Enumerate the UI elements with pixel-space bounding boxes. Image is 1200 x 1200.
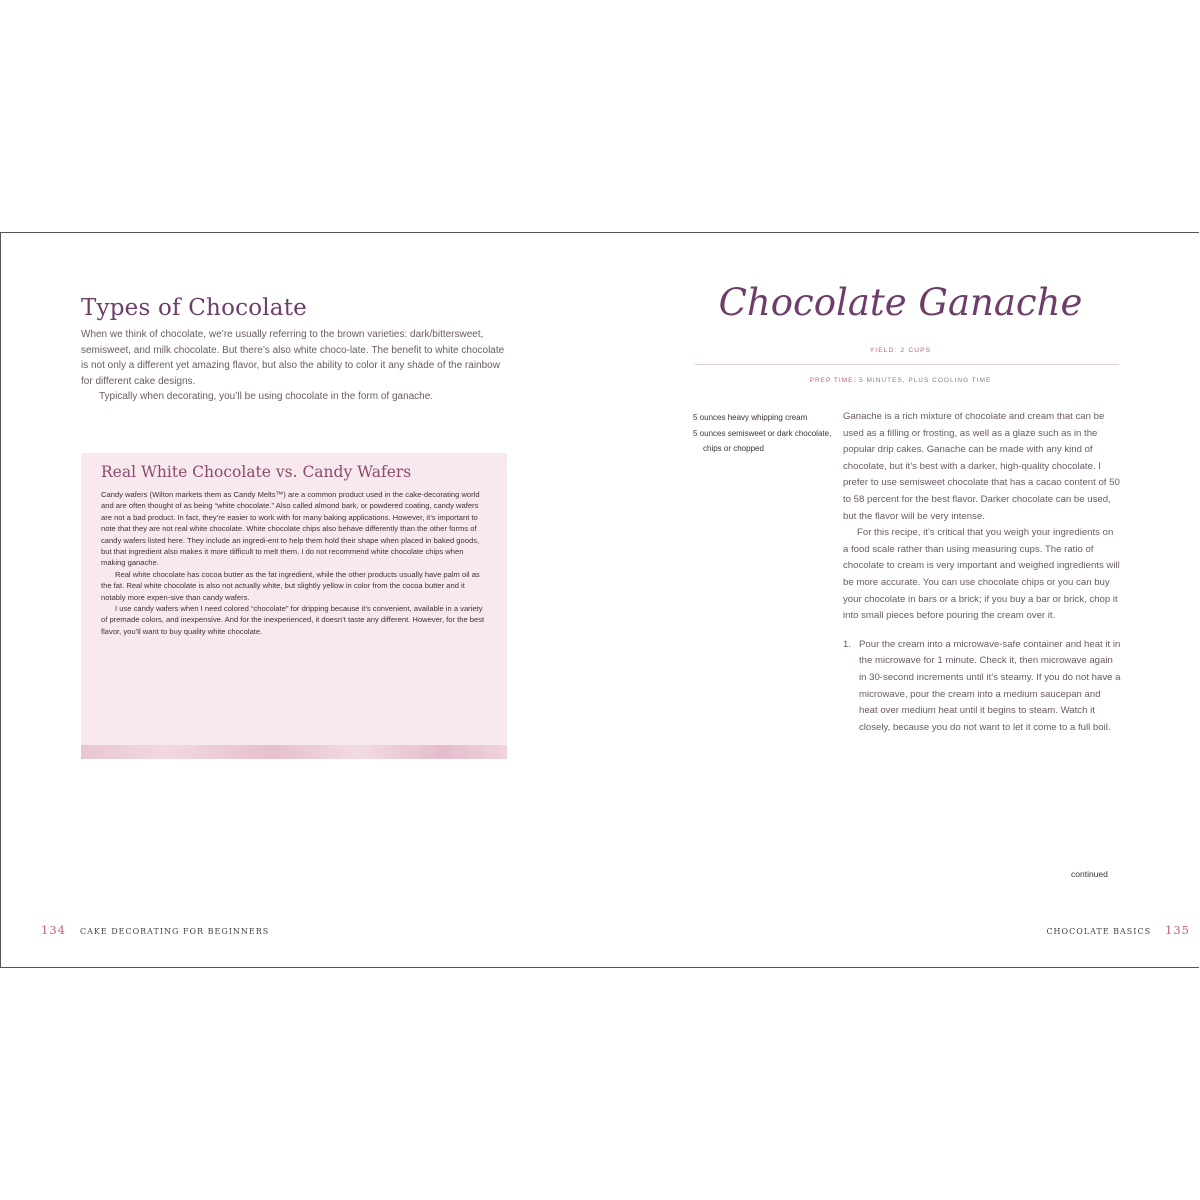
sidebar-box [81,453,507,759]
sidebar-paragraph: I use candy wafers when I need colored “chocolate” for dripping because it’s convenient, available in a variety of premade colors, and inexpensive. And for the inexperienced, it doesn’t taste any different. However, for the best flavor, you’ll want to buy quality white chocolate. [101,604,485,636]
folio-left [41,923,269,937]
running-head: CAKE DECORATING FOR BEGINNERS [79,927,270,936]
recipe-paragraph: For this recipe, it’s critical that you weigh your ingredients on a food scale rather than using measuring cups. The ratio of chocolate to cream is very important and weighed ingredients will be more accurate. You can use chocolate chips or you can buy your chocolate in bars or a brick; if you buy a bar or brick, chop it into small pieces before pouring the cream over it. [843,527,1120,622]
right-page [601,233,1200,967]
intro-paragraph: Typically when decorating, you’ll be using chocolate in the form of ganache. [99,391,434,402]
step-number: 1. [843,638,852,650]
intro-text [81,327,505,405]
intro-paragraph: When we think of chocolate, we’re usually referring to the brown varieties: dark/bittersweet, semisweet, and milk chocolate. But there’s also white choco-late. The benefit to white chocolate is not only a different yet amazing flavor, but also the ability to color it any shade of the rainbow for different cake designs. [81,329,505,387]
divider-rule [695,364,1119,365]
folio-right [1046,923,1190,937]
step-text: Pour the cream into a microwave-safe container and heat it in the microwave for 1 minute. Check it, then microwave again in 30-second increments until it’s steamy. If you do not have a microwave, pour the cream into a medium saucepan and heat over medium heat until it begins to steam. Watch it closely, because you do not want to let it come to a full boil. [859,638,1121,733]
sidebar-paragraph: Candy wafers (Wilton markets them as Candy Melts™) are a common product used in the cake-decorating world and are often thought of as being “white chocolate.” Also called almond bark, or powdered coating, candy wafers are not a bad product. In fact, they’re easier to work with for many baking applications. However, it’s important to note that they are not real white chocolate. White chocolate chips also behave differently than the other forms of candy wafers listed here. They include an ingredi-ent to help them hold their shape when placed in baked goods, but that ingredient also makes it more difficult to melt them. I do not recommend white chocolate chips when making ganache. [101,490,480,568]
ingredient-item: 5 ounces heavy whipping cream [693,413,808,422]
recipe-paragraph: Ganache is a rich mixture of chocolate and cream that can be used as a filling or frosting, as well as a glaze such as in the popular drip cakes. Ganache can be made with any kind of chocolate, but it’s best with a darker, high-quality chocolate. I prefer to use semisweet chocolate that has a cacao content of 50 to 58 percent for the best flavor. Darker chocolate can be used, but the flavor will be very intense. [843,411,1120,522]
prep-time [601,377,1200,384]
sidebar-heading: Real White Chocolate vs. Candy Wafers [101,463,412,481]
left-page [1,233,601,967]
ingredient-item: 5 ounces semisweet or dark chocolate, chips or chopped [693,428,832,453]
recipe-yield: YIELD: 2 CUPS [869,347,932,354]
sidebar-paragraph: Real white chocolate has cocoa butter as the fat ingredient, while the other products usually have palm oil as the fat. Real white chocolate is also not actually white, but slightly yellow in color from the cocoa butter and it notably more expen-sive than candy wafers. [101,569,480,602]
recipe-body [843,409,1121,736]
prep-time-label: PREP TIME: [809,377,857,384]
page-number: 135 [1165,923,1190,937]
running-head: CHOCOLATE BASICS [1046,927,1152,936]
ingredients-list [693,410,833,457]
prep-time-value: 5 MINUTES, PLUS COOLING TIME [859,377,992,384]
continued-note: continued [1071,869,1108,879]
recipe-title: Chocolate Ganache [718,281,1083,324]
page-number: 134 [41,923,66,937]
sidebar-decorative-strip [81,745,507,759]
recipe-steps [843,637,1121,737]
section-heading-types-of-chocolate: Types of Chocolate [81,295,307,321]
book-spread [0,232,1199,968]
recipe-step [843,637,1121,737]
